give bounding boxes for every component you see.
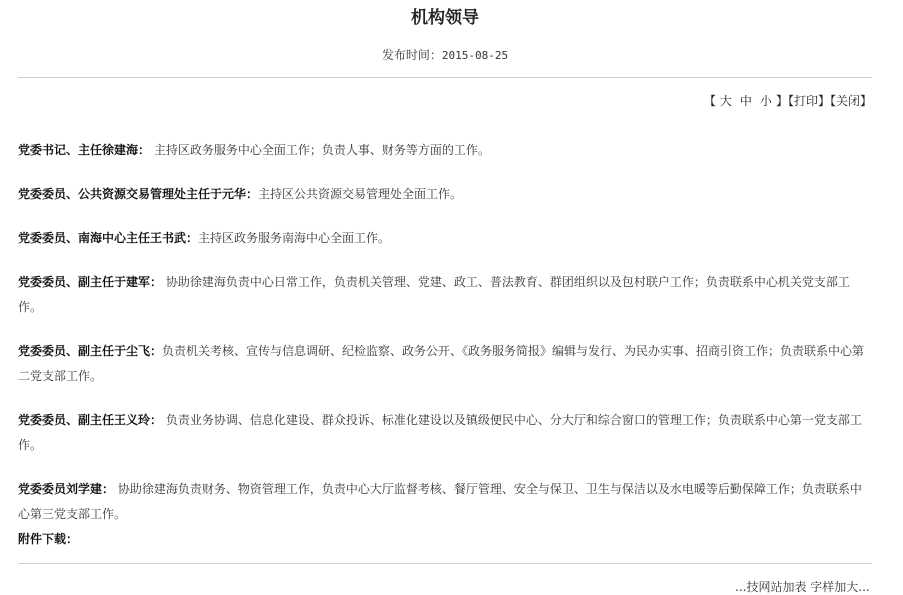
font-size-bracket-close: 】 bbox=[775, 94, 788, 108]
article-toolbar bbox=[18, 93, 872, 109]
font-size-bracket-open: 【 bbox=[703, 94, 716, 108]
publish-label: 发布时间： bbox=[381, 48, 442, 62]
leader-duties: 主持区政务服务南海中心全面工作。 bbox=[198, 231, 391, 245]
leader-duties: 负责业务协调、信息化建设、群众投诉、标准化建设以及镇级便民中心、分大厅和综合窗口的管理工作；负责联系中心第一党支部工作。 bbox=[18, 413, 862, 452]
header-divider bbox=[18, 77, 872, 78]
leader-name: 党委委员、公共资源交易管理处主任于元华： bbox=[18, 187, 259, 201]
leader-duties: 协助徐建海负责中心日常工作，负责机关管理、党建、政工、普法教育、群团组织以及包村联户工作；负责联系中心机关党支部工作。 bbox=[18, 275, 850, 314]
leader-paragraph bbox=[18, 226, 872, 251]
leader-paragraph bbox=[18, 138, 872, 163]
article-body bbox=[18, 138, 872, 552]
footer-text: ...技网站加表 字样加大... bbox=[735, 580, 870, 594]
font-size-medium-button[interactable]: 中 bbox=[739, 94, 752, 108]
leader-name: 党委委员刘学建： bbox=[18, 482, 115, 496]
leader-paragraph bbox=[18, 408, 872, 458]
leader-duties: 协助徐建海负责财务、物资管理工作，负责中心大厅监督考核、餐厅管理、安全与保卫、卫生与保洁以及水电暖等后勤保障工作；负责联系中心第三党支部工作。 bbox=[18, 482, 862, 521]
article-container bbox=[18, 0, 872, 564]
leader-name: 党委委员、副主任于建军： bbox=[18, 275, 163, 289]
leader-paragraph bbox=[18, 270, 872, 320]
attachments-label: 附件下载： bbox=[18, 532, 79, 546]
publish-date: 2015-08-25 bbox=[441, 49, 509, 62]
leader-duties: 主持区政务服务中心全面工作；负责人事、财务等方面的工作。 bbox=[153, 143, 490, 157]
page-title: 机构领导 bbox=[411, 8, 479, 28]
leader-paragraph bbox=[18, 182, 872, 207]
leader-name: 党委书记、主任徐建海： bbox=[18, 143, 151, 157]
leader-paragraph bbox=[18, 477, 872, 527]
leader-name: 党委委员、副主任于尘飞： bbox=[18, 344, 163, 358]
leader-duties: 负责机关考核、宣传与信息调研、纪检监察、政务公开、《政务服务简报》编辑与发行、为民办实事、招商引资工作；负责联系中心第二党支部工作。 bbox=[18, 344, 865, 383]
publish-info bbox=[18, 48, 872, 62]
font-size-large-button[interactable]: 大 bbox=[719, 94, 732, 108]
leader-name: 党委委员、副主任王义玲： bbox=[18, 413, 163, 427]
leader-paragraph bbox=[18, 339, 872, 389]
font-size-small-button[interactable]: 小 bbox=[759, 94, 772, 108]
leader-name: 党委委员、南海中心主任王书武： bbox=[18, 231, 199, 245]
print-button[interactable]: 【打印】 bbox=[787, 94, 830, 108]
leader-duties: 主持区公共资源交易管理处全面工作。 bbox=[258, 187, 463, 201]
footer-divider bbox=[18, 563, 872, 564]
close-button[interactable]: 【关闭】 bbox=[829, 94, 872, 108]
